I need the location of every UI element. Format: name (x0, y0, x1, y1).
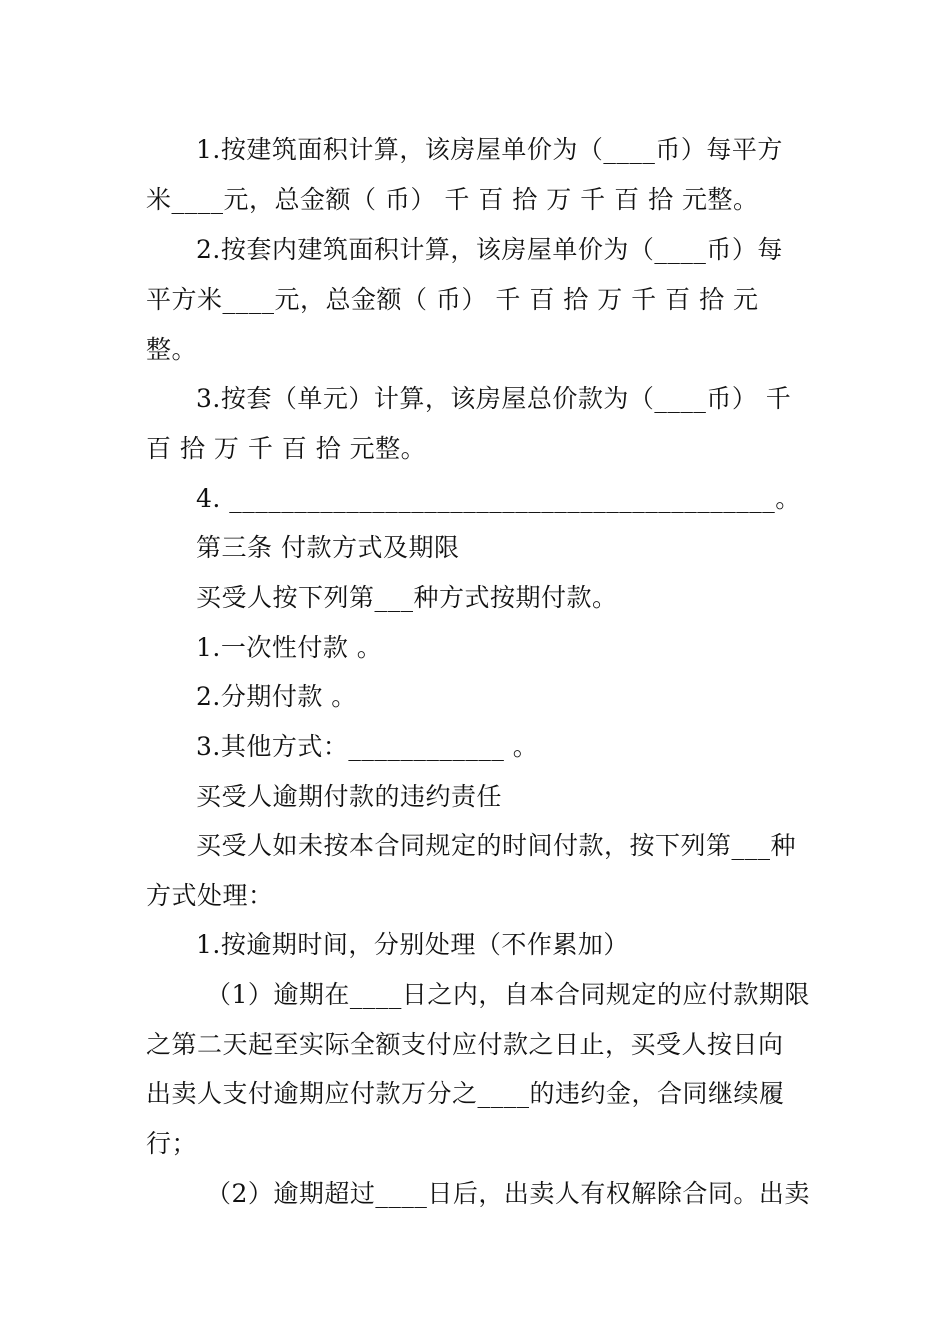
breach-heading: 买受人逾期付款的违约责任 (196, 782, 503, 811)
payment-option-1: 1.一次性付款 。 (196, 633, 383, 662)
para-3-line-1: 3.按套（单元）计算，该房屋总价款为（____币） 千 (196, 384, 792, 413)
para-2-line-2: 平方米____元，总金额（ 币） 千 百 拾 万 千 百 拾 元 (146, 285, 759, 314)
payment-option-2: 2.分期付款 。 (196, 682, 357, 711)
breach-line-2: 方式处理： (146, 881, 274, 910)
sub-clause-1-line-2: 之第二天起至实际全额支付应付款之日止，买受人按日向 (146, 1030, 784, 1059)
sub-clause-1-line-4: 行； (146, 1129, 198, 1158)
payment-option-3: 3.其他方式：____________ 。 (196, 732, 539, 761)
sub-clause-1-line-3: 出卖人支付逾期应付款万分之____的违约金，合同继续履 (146, 1079, 785, 1108)
para-3-line-2: 百 拾 万 千 百 拾 元整。 (146, 434, 427, 463)
article-3-heading: 第三条 付款方式及期限 (196, 533, 460, 562)
para-4: 4. __________________________________________。 (196, 484, 801, 513)
breach-item-1: 1.按逾期时间，分别处理（不作累加） (196, 930, 629, 959)
para-2-line-1: 2.按套内建筑面积计算，该房屋单价为（____币）每 (196, 235, 783, 264)
sub-clause-2-line-1: （2）逾期超过____日后，出卖人有权解除合同。出卖 (206, 1179, 810, 1208)
payment-intro: 买受人按下列第___种方式按期付款。 (196, 583, 618, 612)
para-1-line-2: 米____元，总金额（ 币） 千 百 拾 万 千 百 拾 元整。 (146, 185, 759, 214)
sub-clause-1-line-1: （1）逾期在____日之内，自本合同规定的应付款期限 (206, 980, 810, 1009)
para-1-line-1: 1.按建筑面积计算，该房屋单价为（____币）每平方 (196, 135, 783, 164)
para-2-line-3: 整。 (146, 335, 198, 364)
breach-line-1: 买受人如未按本合同规定的时间付款，按下列第___种 (196, 831, 797, 860)
